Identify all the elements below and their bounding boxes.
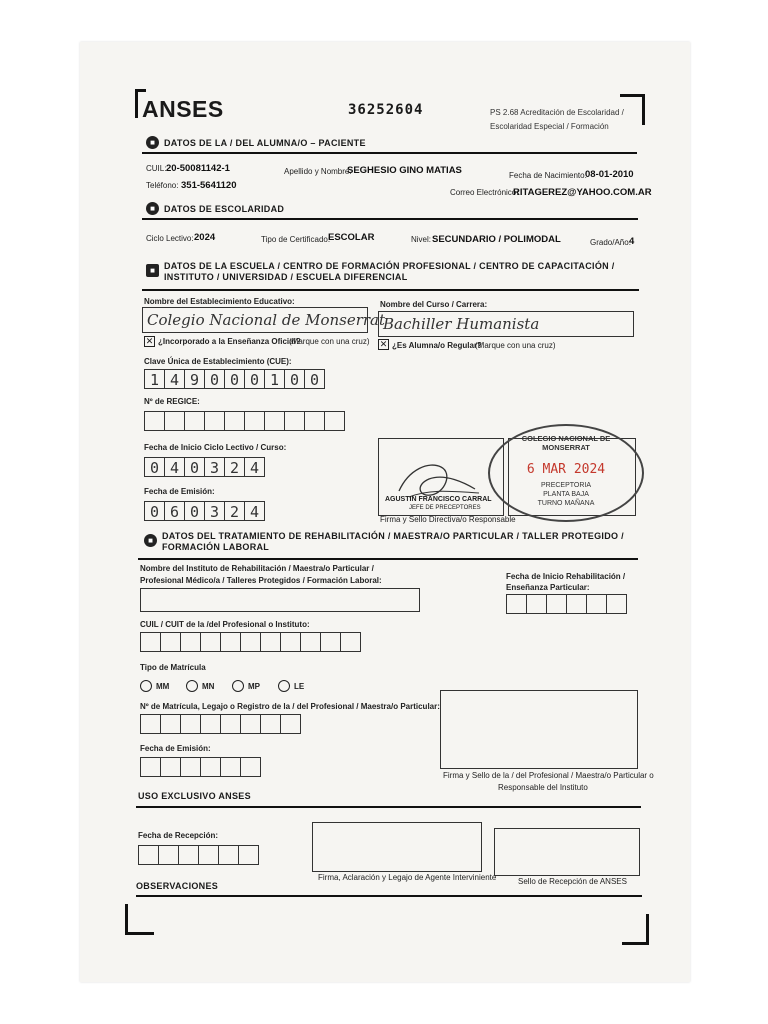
cuit-digit[interactable] <box>320 632 341 652</box>
inicio-rehab-label-2: Enseñanza Particular: <box>506 583 590 592</box>
name-label: Apellido y Nombre: <box>284 167 352 176</box>
incorporado-checkbox[interactable]: ✕ <box>145 336 154 346</box>
curso-field[interactable] <box>378 311 634 337</box>
form-sheet <box>80 42 690 982</box>
inicio-digit[interactable]: 4 <box>244 457 265 477</box>
emision-label: Fecha de Emisión: <box>144 487 215 496</box>
cuit-digit[interactable] <box>280 632 301 652</box>
firma-sello-name: AGUSTIN FRANCISCO CARRAL <box>385 496 492 503</box>
rehab-emision-digit[interactable] <box>140 757 161 777</box>
incorporado-hint: (Marque con una cruz) <box>289 337 370 346</box>
inicio-rehab-label-1: Fecha de Inicio Rehabilitación / <box>506 572 626 581</box>
form-code-line-1: PS 2.68 Acreditación de Escolaridad / <box>490 108 624 117</box>
cuit-label: CUIL / CUIT de la /del Profesional o Instituto: <box>140 620 310 629</box>
regular-label: ¿Es Alumna/o Regular? <box>392 341 482 350</box>
signature-scribble <box>379 439 503 515</box>
tipo-matricula-label: Tipo de Matrícula <box>140 663 206 672</box>
cuit-digit[interactable] <box>240 632 261 652</box>
alumno-section-title: DATOS DE LA / DEL ALUMNA/O – PACIENTE <box>164 138 366 148</box>
emision-digit[interactable]: 0 <box>184 501 205 521</box>
radio-mn[interactable] <box>186 680 198 692</box>
regice-digit[interactable] <box>264 411 285 431</box>
regice-digit[interactable] <box>244 411 265 431</box>
cuil-value: 20-50081142-1 <box>166 163 230 174</box>
regice-digit[interactable] <box>204 411 225 431</box>
rehab-section-title-2: FORMACIÓN LABORAL <box>162 542 270 552</box>
instituto-field[interactable] <box>140 588 420 612</box>
recepcion-digit[interactable] <box>198 845 219 865</box>
agente-box[interactable] <box>312 822 482 872</box>
firma-profesional-label-2: Responsable del Instituto <box>498 783 588 792</box>
stamp-date: 6 MAR 2024 <box>526 462 606 477</box>
cue-digit[interactable]: 0 <box>204 369 225 389</box>
firma-profesional-label-1: Firma y Sello de la / del Profesional / Maestra/o Particular o <box>443 771 654 780</box>
section-divider <box>136 895 642 897</box>
recepcion-digit[interactable] <box>158 845 179 865</box>
regice-digit[interactable] <box>144 411 165 431</box>
curso-value: Bachiller Humanista <box>383 315 540 333</box>
inicio-ciclo-cells <box>144 457 264 477</box>
inicio-digit[interactable]: 0 <box>144 457 165 477</box>
anses-section-title: USO EXCLUSIVO ANSES <box>138 791 251 801</box>
establecimiento-label: Nombre del Establecimiento Educativo: <box>144 297 295 306</box>
form-code-line-2: Escolaridad Especial / Formación <box>490 122 609 131</box>
ciclo-value: 2024 <box>194 232 216 243</box>
cue-digit[interactable]: 0 <box>304 369 325 389</box>
rehab-emision-digit[interactable] <box>200 757 221 777</box>
school-icon: ■ <box>146 264 159 277</box>
radio-mm[interactable] <box>140 680 152 692</box>
emision-digit[interactable]: 0 <box>144 501 165 521</box>
regice-cells <box>144 411 344 431</box>
emision-cells <box>144 501 264 521</box>
section-divider <box>136 806 641 808</box>
phone-value: 351-5641120 <box>181 180 237 191</box>
instituto-label-1: Nombre del Instituto de Rehabilitación / Maestra/o Particular / <box>140 564 374 573</box>
cuit-digit[interactable] <box>340 632 361 652</box>
phone-label: Teléfono: <box>146 181 179 190</box>
inicio-rehab-digit[interactable] <box>546 594 567 614</box>
cue-digit[interactable]: 0 <box>224 369 245 389</box>
recepcion-label: Fecha de Recepción: <box>138 831 219 840</box>
matricula-digit[interactable] <box>160 714 181 734</box>
matricula-digit[interactable] <box>280 714 301 734</box>
nivel-label: Nivel: <box>411 235 432 244</box>
rehab-section-title-1: DATOS DEL TRATAMIENTO DE REHABILITACIÓN / MAESTRA/O PARTICULAR / TALLER PROTEGIDO / <box>162 531 624 541</box>
cuil-label: CUIL: <box>146 164 167 173</box>
section-divider <box>142 152 637 154</box>
birth-value: 08-01-2010 <box>585 169 634 180</box>
emision-digit[interactable]: 6 <box>164 501 185 521</box>
regice-digit[interactable] <box>184 411 205 431</box>
inicio-rehab-digit[interactable] <box>506 594 527 614</box>
matricula-digit[interactable] <box>200 714 221 734</box>
inicio-rehab-digit[interactable] <box>586 594 607 614</box>
section-divider <box>142 218 638 220</box>
regular-checkbox[interactable]: ✕ <box>379 339 388 349</box>
regular-hint: (Marque con una cruz) <box>475 341 556 350</box>
stamp-title: COLEGIO NACIONAL DE MONSERRAT <box>521 434 611 452</box>
email-value: RITAGEREZ@YAHOO.COM.AR <box>513 187 652 198</box>
firma-responsable-label: Firma y Sello Directiva/o Responsable <box>380 515 516 524</box>
regice-digit[interactable] <box>324 411 345 431</box>
sello-recepcion-box[interactable] <box>494 828 640 876</box>
corner-mark-bottom-right <box>622 914 649 945</box>
cuit-digit[interactable] <box>180 632 201 652</box>
inicio-digit[interactable]: 4 <box>164 457 185 477</box>
curso-label: Nombre del Curso / Carrera: <box>380 300 488 309</box>
agente-label: Firma, Aclaración y Legajo de Agente Interviniente <box>318 873 497 882</box>
rehab-emision-label: Fecha de Emisión: <box>140 744 211 753</box>
anses-logo: ANSES <box>142 96 224 122</box>
matricula-digit[interactable] <box>220 714 241 734</box>
matricula-digit[interactable] <box>140 714 161 734</box>
cue-digit[interactable]: 1 <box>264 369 285 389</box>
section-divider <box>138 558 638 560</box>
matricula-cells <box>140 714 300 734</box>
radio-mp[interactable] <box>232 680 244 692</box>
cuit-digit[interactable] <box>220 632 241 652</box>
cue-digit[interactable]: 9 <box>184 369 205 389</box>
inicio-digit[interactable]: 3 <box>204 457 225 477</box>
regice-digit[interactable] <box>224 411 245 431</box>
radio-mn-label: MN <box>202 682 215 691</box>
stamp-line-3: TURNO MAÑANA <box>537 500 595 507</box>
rehab-emision-digit[interactable] <box>240 757 261 777</box>
birth-label: Fecha de Nacimiento: <box>509 171 587 180</box>
recepcion-digit[interactable] <box>218 845 239 865</box>
instituto-label-2: Profesional Médico/a / Talleres Protegidos / Formación Laboral: <box>140 576 382 585</box>
inicio-rehab-digit[interactable] <box>566 594 587 614</box>
recepcion-cells <box>138 845 258 865</box>
recepcion-digit[interactable] <box>238 845 259 865</box>
rehab-emision-digit[interactable] <box>180 757 201 777</box>
escolaridad-section-title: DATOS DE ESCOLARIDAD <box>164 204 285 214</box>
nivel-value: SECUNDARIO / POLIMODAL <box>432 234 561 245</box>
radio-mp-label: MP <box>248 682 260 691</box>
escuela-section-title-1: DATOS DE LA ESCUELA / CENTRO DE FORMACIÓN PROFESIONAL / CENTRO DE CAPACITACIÓN / <box>164 261 615 271</box>
matricula-digit[interactable] <box>180 714 201 734</box>
firma-box[interactable] <box>378 438 504 516</box>
cue-label: Clave Única de Establecimiento (CUE): <box>144 357 292 366</box>
inicio-digit[interactable]: 2 <box>224 457 245 477</box>
health-icon: ■ <box>144 534 157 547</box>
matricula-digit[interactable] <box>240 714 261 734</box>
matricula-label: Nº de Matrícula, Legajo o Registro de la / del Profesional / Maestra/o Particular: <box>140 702 440 711</box>
cuit-cells <box>140 632 360 652</box>
firma-sello-role: JEFE DE PRECEPTORES <box>409 505 481 511</box>
school-stamp <box>488 424 644 522</box>
regice-digit[interactable] <box>164 411 185 431</box>
emision-digit[interactable]: 4 <box>244 501 265 521</box>
cuit-digit[interactable] <box>300 632 321 652</box>
recepcion-digit[interactable] <box>138 845 159 865</box>
ciclo-label: Ciclo Lectivo: <box>146 234 194 243</box>
stamp-line-2: PLANTA BAJA <box>543 491 589 498</box>
inicio-rehab-cells <box>506 594 626 614</box>
section-divider <box>142 289 639 291</box>
cue-cells <box>144 369 324 389</box>
cuit-digit[interactable] <box>200 632 221 652</box>
person-icon: ■ <box>146 136 159 149</box>
inicio-ciclo-label: Fecha de Inicio Ciclo Lectivo / Curso: <box>144 443 287 452</box>
emision-digit[interactable]: 3 <box>204 501 225 521</box>
tipo-certificado-value: ESCOLAR <box>328 232 375 243</box>
cue-digit[interactable]: 0 <box>284 369 305 389</box>
regice-digit[interactable] <box>284 411 305 431</box>
cue-digit[interactable]: 4 <box>164 369 185 389</box>
cuit-digit[interactable] <box>140 632 161 652</box>
observaciones-title: OBSERVACIONES <box>136 881 219 891</box>
regice-digit[interactable] <box>304 411 325 431</box>
document-number: 36252604 <box>348 102 424 118</box>
cue-digit[interactable]: 1 <box>144 369 165 389</box>
rehab-emision-digit[interactable] <box>160 757 181 777</box>
cuit-digit[interactable] <box>160 632 181 652</box>
matricula-digit[interactable] <box>260 714 281 734</box>
regice-label: Nº de REGICE: <box>144 397 200 406</box>
establecimiento-field[interactable] <box>142 307 386 333</box>
rehab-emision-digit[interactable] <box>220 757 241 777</box>
emision-digit[interactable]: 2 <box>224 501 245 521</box>
name-value: SEGHESIO GINO MATIAS <box>347 165 462 176</box>
escuela-section-title-2: INSTITUTO / UNIVERSIDAD / ESCUELA DIFERENCIAL <box>164 272 408 282</box>
inicio-digit[interactable]: 0 <box>184 457 205 477</box>
rehab-emision-cells <box>140 757 260 777</box>
recepcion-digit[interactable] <box>178 845 199 865</box>
radio-mm-label: MM <box>156 682 170 691</box>
inicio-rehab-digit[interactable] <box>606 594 627 614</box>
tipo-certificado-label: Tipo de Certificado: <box>261 235 331 244</box>
corner-mark-bottom-left <box>125 904 154 935</box>
book-icon: ■ <box>146 202 159 215</box>
firma-profesional-box[interactable] <box>440 690 638 769</box>
radio-le-label: LE <box>294 682 305 691</box>
cue-digit[interactable]: 0 <box>244 369 265 389</box>
radio-le[interactable] <box>278 680 290 692</box>
sello-recepcion-label: Sello de Recepción de ANSES <box>518 877 627 886</box>
incorporado-label: ¿Incorporado a la Enseñanza Oficial? <box>158 337 301 346</box>
grado-value: 4 <box>629 236 635 247</box>
establecimiento-value: Colegio Nacional de Monserrat <box>147 311 386 329</box>
stamp-line-1: PRECEPTORIA <box>540 482 592 489</box>
inicio-rehab-digit[interactable] <box>526 594 547 614</box>
email-label: Correo Electrónico: <box>450 188 519 197</box>
cuit-digit[interactable] <box>260 632 281 652</box>
grado-label: Grado/Año: <box>590 238 631 247</box>
